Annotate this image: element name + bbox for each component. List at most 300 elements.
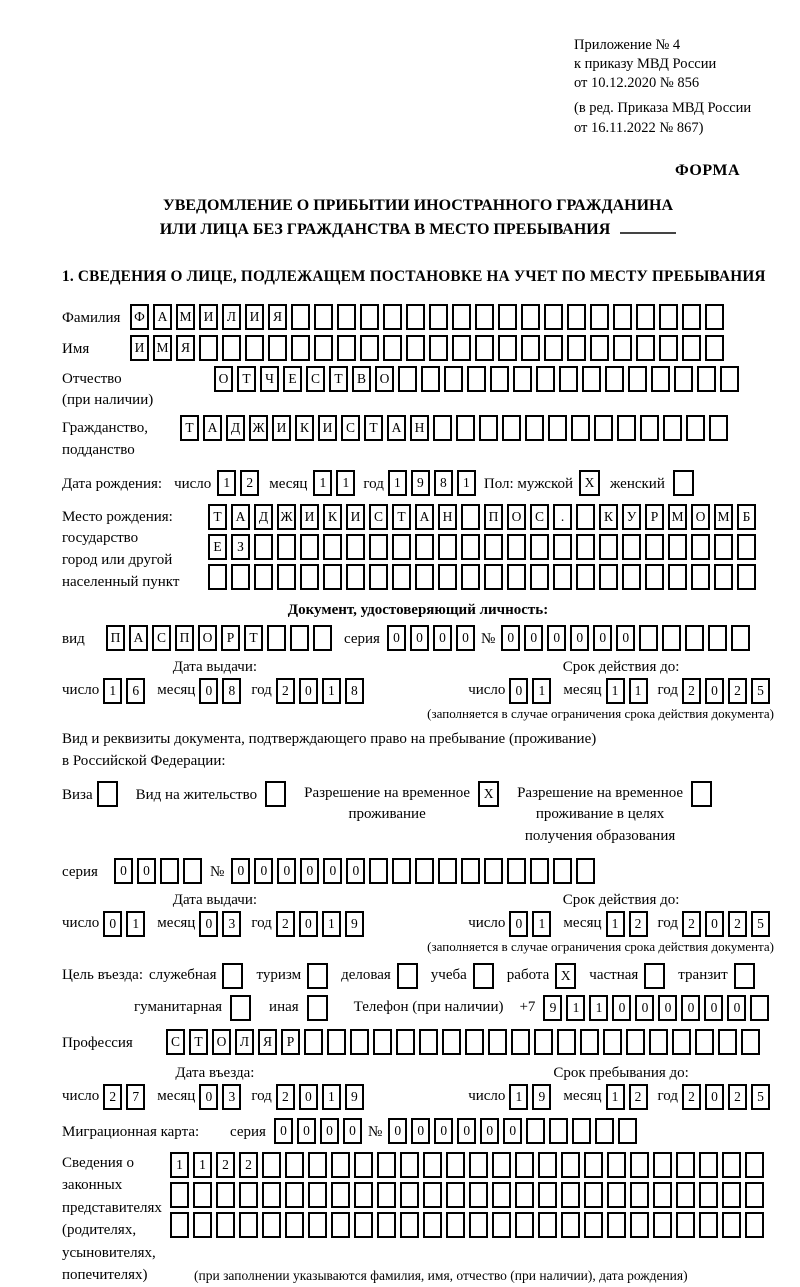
guardians-cell[interactable] [262,1212,281,1238]
birth-place-cell[interactable]: Е [208,534,227,560]
surname-cell[interactable]: И [199,304,218,330]
birth-place-cell[interactable] [346,534,365,560]
patronymic-cell[interactable] [605,366,624,392]
guardians-cell[interactable] [170,1182,189,1208]
temp-residence-checkbox[interactable]: X [478,781,499,807]
permit-valid-year-cell[interactable]: 2 [682,911,701,937]
citizenship-cell[interactable] [502,415,521,441]
given-name-cell[interactable] [544,335,563,361]
citizenship-cell[interactable]: Ж [249,415,268,441]
permit-series-cell[interactable]: 0 [114,858,133,884]
birth-place-cell[interactable]: А [415,504,434,530]
birth-place-cell[interactable]: О [691,504,710,530]
permit-issue-day-cell[interactable]: 0 [103,911,122,937]
purpose-tourism-checkbox[interactable] [307,963,328,989]
patronymic-cell[interactable] [674,366,693,392]
guardians-cell[interactable] [446,1182,465,1208]
birth-place-cell[interactable] [622,534,641,560]
birth-place-cell[interactable] [277,564,296,590]
mig-series-cell[interactable]: 0 [343,1118,362,1144]
birth-place-cell[interactable] [576,534,595,560]
doc-valid-year-cell[interactable]: 5 [751,678,770,704]
birth-place-cell[interactable] [507,534,526,560]
surname-cell[interactable] [314,304,333,330]
patronymic-cell[interactable]: В [352,366,371,392]
given-name-cell[interactable] [498,335,517,361]
mig-number-cell[interactable] [595,1118,614,1144]
surname-cell[interactable] [659,304,678,330]
guardians-cell[interactable] [469,1152,488,1178]
profession-cell[interactable] [396,1029,415,1055]
guardians-cell[interactable] [607,1212,626,1238]
guardians-cell[interactable] [722,1152,741,1178]
surname-cell[interactable]: Я [268,304,287,330]
profession-cell[interactable] [327,1029,346,1055]
given-name-cell[interactable] [314,335,333,361]
entry-year-cell[interactable]: 2 [276,1084,295,1110]
surname-cell[interactable] [498,304,517,330]
purpose-humanitarian-checkbox[interactable] [230,995,251,1021]
given-name-cell[interactable] [567,335,586,361]
surname-cell[interactable]: А [153,304,172,330]
guardians-cell[interactable] [400,1152,419,1178]
doc-valid-month-cell[interactable]: 1 [629,678,648,704]
guardians-cell[interactable] [538,1212,557,1238]
permit-valid-year-cell[interactable]: 2 [728,911,747,937]
mig-number-cell[interactable]: 0 [480,1118,499,1144]
guardians-cell[interactable] [515,1212,534,1238]
guardians-cell[interactable] [515,1152,534,1178]
given-name-cell[interactable] [590,335,609,361]
citizenship-cell[interactable] [456,415,475,441]
doc-series-cell[interactable]: 0 [433,625,452,651]
mig-series-cell[interactable]: 0 [297,1118,316,1144]
birth-place-cell[interactable] [415,534,434,560]
given-name-cell[interactable]: М [153,335,172,361]
guardians-cell[interactable] [676,1152,695,1178]
doc-kind-cell[interactable] [267,625,286,651]
phone-cell[interactable]: 0 [704,995,723,1021]
citizenship-cell[interactable] [571,415,590,441]
given-name-cell[interactable] [613,335,632,361]
doc-issue-year-cell[interactable]: 0 [299,678,318,704]
phone-cell[interactable]: 0 [658,995,677,1021]
patronymic-cell[interactable] [720,366,739,392]
guardians-cell[interactable] [308,1212,327,1238]
profession-cell[interactable] [304,1029,323,1055]
permit-number-cell[interactable] [461,858,480,884]
guardians-cell[interactable] [354,1152,373,1178]
mig-number-cell[interactable]: 0 [411,1118,430,1144]
birth-place-cell[interactable] [415,564,434,590]
guardians-cell[interactable] [676,1212,695,1238]
purpose-official-checkbox[interactable] [222,963,243,989]
birth-place-cell[interactable] [461,504,480,530]
doc-number-cell[interactable]: 0 [524,625,543,651]
doc-kind-cell[interactable]: А [129,625,148,651]
doc-issue-year-cell[interactable]: 8 [345,678,364,704]
temp-residence-edu-checkbox[interactable] [691,781,712,807]
surname-cell[interactable] [452,304,471,330]
birth-place-cell[interactable] [208,564,227,590]
profession-cell[interactable] [580,1029,599,1055]
birth-year-cell[interactable]: 9 [411,470,430,496]
surname-cell[interactable] [337,304,356,330]
given-name-cell[interactable] [521,335,540,361]
birth-place-cell[interactable] [645,564,664,590]
doc-number-cell[interactable] [708,625,727,651]
citizenship-cell[interactable]: А [203,415,222,441]
citizenship-cell[interactable] [594,415,613,441]
citizenship-cell[interactable] [686,415,705,441]
given-name-cell[interactable] [429,335,448,361]
permit-number-cell[interactable] [553,858,572,884]
doc-number-cell[interactable]: 0 [593,625,612,651]
permit-valid-month-cell[interactable]: 2 [629,911,648,937]
permit-number-cell[interactable]: 0 [277,858,296,884]
patronymic-cell[interactable]: Т [237,366,256,392]
guardians-cell[interactable] [492,1152,511,1178]
birth-year-cell[interactable]: 1 [457,470,476,496]
birth-place-cell[interactable]: Ж [277,504,296,530]
permit-number-cell[interactable] [438,858,457,884]
permit-valid-day-cell[interactable]: 0 [509,911,528,937]
profession-cell[interactable] [672,1029,691,1055]
surname-cell[interactable] [567,304,586,330]
profession-cell[interactable] [649,1029,668,1055]
birth-place-cell[interactable] [392,564,411,590]
doc-number-cell[interactable] [662,625,681,651]
phone-cell[interactable]: 1 [589,995,608,1021]
doc-series-cell[interactable]: 0 [410,625,429,651]
mig-number-cell[interactable]: 0 [457,1118,476,1144]
guardians-cell[interactable] [699,1182,718,1208]
patronymic-cell[interactable] [444,366,463,392]
surname-cell[interactable] [383,304,402,330]
doc-kind-cell[interactable] [313,625,332,651]
given-name-cell[interactable] [406,335,425,361]
surname-cell[interactable]: Л [222,304,241,330]
permit-issue-year-cell[interactable]: 0 [299,911,318,937]
birth-place-cell[interactable] [599,534,618,560]
profession-cell[interactable] [695,1029,714,1055]
profession-cell[interactable] [557,1029,576,1055]
birth-place-cell[interactable]: А [231,504,250,530]
citizenship-cell[interactable] [525,415,544,441]
surname-cell[interactable] [475,304,494,330]
permit-issue-month-cell[interactable]: 3 [222,911,241,937]
doc-number-cell[interactable]: 0 [501,625,520,651]
given-name-cell[interactable] [383,335,402,361]
guardians-cell[interactable] [354,1212,373,1238]
stay-year-cell[interactable]: 5 [751,1084,770,1110]
doc-issue-day-cell[interactable]: 1 [103,678,122,704]
guardians-cell[interactable] [492,1182,511,1208]
birth-place-cell[interactable] [300,564,319,590]
permit-valid-year-cell[interactable]: 0 [705,911,724,937]
given-name-cell[interactable] [245,335,264,361]
citizenship-cell[interactable] [640,415,659,441]
permit-number-cell[interactable]: 0 [346,858,365,884]
stay-year-cell[interactable]: 2 [682,1084,701,1110]
patronymic-cell[interactable] [513,366,532,392]
given-name-cell[interactable] [337,335,356,361]
phone-cell[interactable] [750,995,769,1021]
phone-cell[interactable]: 0 [612,995,631,1021]
citizenship-cell[interactable]: Т [180,415,199,441]
guardians-cell[interactable] [377,1182,396,1208]
surname-cell[interactable] [636,304,655,330]
birth-day-cell[interactable]: 2 [240,470,259,496]
permit-number-cell[interactable] [576,858,595,884]
birth-place-cell[interactable]: П [484,504,503,530]
mig-series-cell[interactable]: 0 [320,1118,339,1144]
citizenship-cell[interactable] [479,415,498,441]
birth-place-cell[interactable] [392,534,411,560]
profession-cell[interactable]: О [212,1029,231,1055]
visa-checkbox[interactable] [97,781,118,807]
guardians-cell[interactable] [216,1212,235,1238]
profession-cell[interactable] [603,1029,622,1055]
profession-cell[interactable]: Я [258,1029,277,1055]
mig-number-cell[interactable]: 0 [503,1118,522,1144]
citizenship-cell[interactable]: Т [364,415,383,441]
guardians-cell[interactable] [745,1182,764,1208]
guardians-cell[interactable] [239,1212,258,1238]
citizenship-cell[interactable]: И [318,415,337,441]
phone-cell[interactable]: 0 [727,995,746,1021]
mig-number-cell[interactable]: 0 [434,1118,453,1144]
doc-number-cell[interactable]: 0 [616,625,635,651]
profession-cell[interactable] [626,1029,645,1055]
guardians-cell[interactable] [262,1182,281,1208]
birth-place-cell[interactable] [231,564,250,590]
doc-valid-year-cell[interactable]: 0 [705,678,724,704]
entry-month-cell[interactable]: 0 [199,1084,218,1110]
patronymic-cell[interactable]: О [214,366,233,392]
guardians-cell[interactable] [653,1212,672,1238]
profession-cell[interactable] [442,1029,461,1055]
doc-issue-year-cell[interactable]: 2 [276,678,295,704]
guardians-cell[interactable] [653,1182,672,1208]
permit-issue-year-cell[interactable]: 2 [276,911,295,937]
permit-number-cell[interactable]: 0 [254,858,273,884]
birth-place-cell[interactable] [622,564,641,590]
doc-number-cell[interactable]: 0 [547,625,566,651]
permit-valid-day-cell[interactable]: 1 [532,911,551,937]
guardians-cell[interactable] [423,1212,442,1238]
birth-place-cell[interactable] [254,564,273,590]
doc-kind-cell[interactable] [290,625,309,651]
guardians-cell[interactable]: 1 [170,1152,189,1178]
sex-male-checkbox[interactable]: X [579,470,600,496]
guardians-cell[interactable] [331,1182,350,1208]
birth-month-cell[interactable]: 1 [336,470,355,496]
patronymic-cell[interactable] [582,366,601,392]
guardians-cell[interactable] [745,1212,764,1238]
birth-place-cell[interactable] [645,534,664,560]
patronymic-cell[interactable]: Ч [260,366,279,392]
doc-series-cell[interactable]: 0 [387,625,406,651]
birth-place-cell[interactable]: Н [438,504,457,530]
doc-series-cell[interactable]: 0 [456,625,475,651]
doc-kind-cell[interactable]: П [175,625,194,651]
patronymic-cell[interactable] [536,366,555,392]
patronymic-cell[interactable]: Е [283,366,302,392]
stay-year-cell[interactable]: 0 [705,1084,724,1110]
birth-year-cell[interactable]: 8 [434,470,453,496]
profession-cell[interactable] [534,1029,553,1055]
doc-valid-month-cell[interactable]: 1 [606,678,625,704]
surname-cell[interactable] [590,304,609,330]
surname-cell[interactable] [360,304,379,330]
stay-day-cell[interactable]: 9 [532,1084,551,1110]
birth-place-cell[interactable] [254,534,273,560]
birth-place-cell[interactable] [438,564,457,590]
entry-year-cell[interactable]: 1 [322,1084,341,1110]
birth-place-cell[interactable] [553,534,572,560]
guardians-cell[interactable] [607,1152,626,1178]
birth-place-cell[interactable] [530,564,549,590]
profession-cell[interactable]: С [166,1029,185,1055]
mig-number-cell[interactable] [549,1118,568,1144]
entry-year-cell[interactable]: 9 [345,1084,364,1110]
birth-place-cell[interactable] [461,534,480,560]
birth-place-cell[interactable] [323,534,342,560]
guardians-cell[interactable] [400,1182,419,1208]
guardians-cell[interactable] [607,1182,626,1208]
guardians-cell[interactable] [193,1212,212,1238]
mig-number-cell[interactable] [618,1118,637,1144]
stay-month-cell[interactable]: 1 [606,1084,625,1110]
guardians-cell[interactable] [538,1182,557,1208]
citizenship-cell[interactable] [617,415,636,441]
birth-month-cell[interactable]: 1 [313,470,332,496]
guardians-cell[interactable] [630,1152,649,1178]
guardians-cell[interactable] [492,1212,511,1238]
profession-cell[interactable] [718,1029,737,1055]
patronymic-cell[interactable] [697,366,716,392]
doc-valid-year-cell[interactable]: 2 [682,678,701,704]
birth-place-cell[interactable]: К [599,504,618,530]
purpose-business-checkbox[interactable] [397,963,418,989]
guardians-cell[interactable] [285,1182,304,1208]
birth-place-cell[interactable] [369,564,388,590]
permit-number-cell[interactable] [392,858,411,884]
guardians-cell[interactable] [630,1182,649,1208]
birth-place-cell[interactable] [737,564,756,590]
birth-place-cell[interactable]: У [622,504,641,530]
surname-cell[interactable]: М [176,304,195,330]
birth-place-cell[interactable] [461,564,480,590]
guardians-cell[interactable] [561,1212,580,1238]
guardians-cell[interactable] [170,1212,189,1238]
guardians-cell[interactable] [446,1152,465,1178]
birth-place-cell[interactable]: З [231,534,250,560]
permit-issue-year-cell[interactable]: 9 [345,911,364,937]
permit-number-cell[interactable] [369,858,388,884]
birth-place-cell[interactable]: Т [208,504,227,530]
given-name-cell[interactable] [222,335,241,361]
purpose-private-checkbox[interactable] [644,963,665,989]
mig-series-cell[interactable]: 0 [274,1118,293,1144]
guardians-cell[interactable] [285,1212,304,1238]
permit-series-cell[interactable]: 0 [137,858,156,884]
guardians-cell[interactable] [561,1152,580,1178]
birth-place-cell[interactable]: Д [254,504,273,530]
birth-place-cell[interactable] [438,534,457,560]
permit-issue-year-cell[interactable]: 1 [322,911,341,937]
entry-year-cell[interactable]: 0 [299,1084,318,1110]
guardians-cell[interactable] [377,1212,396,1238]
guardians-cell[interactable] [331,1212,350,1238]
permit-issue-month-cell[interactable]: 0 [199,911,218,937]
profession-cell[interactable] [511,1029,530,1055]
guardians-cell[interactable] [469,1212,488,1238]
profession-cell[interactable]: Т [189,1029,208,1055]
surname-cell[interactable] [705,304,724,330]
doc-kind-cell[interactable]: П [106,625,125,651]
guardians-cell[interactable] [423,1152,442,1178]
given-name-cell[interactable] [268,335,287,361]
permit-valid-year-cell[interactable]: 5 [751,911,770,937]
guardians-cell[interactable] [308,1182,327,1208]
birth-place-cell[interactable] [346,564,365,590]
guardians-cell[interactable] [745,1152,764,1178]
guardians-cell[interactable]: 1 [193,1152,212,1178]
phone-cell[interactable]: 0 [681,995,700,1021]
guardians-cell[interactable] [584,1182,603,1208]
citizenship-cell[interactable]: Н [410,415,429,441]
patronymic-cell[interactable]: О [375,366,394,392]
doc-valid-year-cell[interactable]: 2 [728,678,747,704]
stay-day-cell[interactable]: 1 [509,1084,528,1110]
profession-cell[interactable] [373,1029,392,1055]
birth-place-cell[interactable] [484,564,503,590]
birth-place-cell[interactable]: М [668,504,687,530]
patronymic-cell[interactable] [559,366,578,392]
permit-issue-day-cell[interactable]: 1 [126,911,145,937]
citizenship-cell[interactable]: К [295,415,314,441]
guardians-cell[interactable] [446,1212,465,1238]
profession-cell[interactable] [419,1029,438,1055]
birth-place-cell[interactable] [323,564,342,590]
surname-cell[interactable] [406,304,425,330]
birth-place-cell[interactable] [507,564,526,590]
birth-place-cell[interactable] [599,564,618,590]
guardians-cell[interactable] [561,1182,580,1208]
permit-number-cell[interactable] [484,858,503,884]
doc-valid-day-cell[interactable]: 0 [509,678,528,704]
doc-number-cell[interactable]: 0 [570,625,589,651]
doc-kind-cell[interactable]: Р [221,625,240,651]
given-name-cell[interactable] [682,335,701,361]
patronymic-cell[interactable] [421,366,440,392]
permit-valid-month-cell[interactable]: 1 [606,911,625,937]
phone-cell[interactable]: 9 [543,995,562,1021]
surname-cell[interactable] [429,304,448,330]
permit-number-cell[interactable]: 0 [231,858,250,884]
doc-valid-day-cell[interactable]: 1 [532,678,551,704]
given-name-cell[interactable]: Я [176,335,195,361]
birth-place-cell[interactable] [668,534,687,560]
guardians-cell[interactable] [515,1182,534,1208]
purpose-transit-checkbox[interactable] [734,963,755,989]
profession-cell[interactable] [350,1029,369,1055]
citizenship-cell[interactable] [709,415,728,441]
surname-cell[interactable]: Ф [130,304,149,330]
birth-place-cell[interactable]: . [553,504,572,530]
